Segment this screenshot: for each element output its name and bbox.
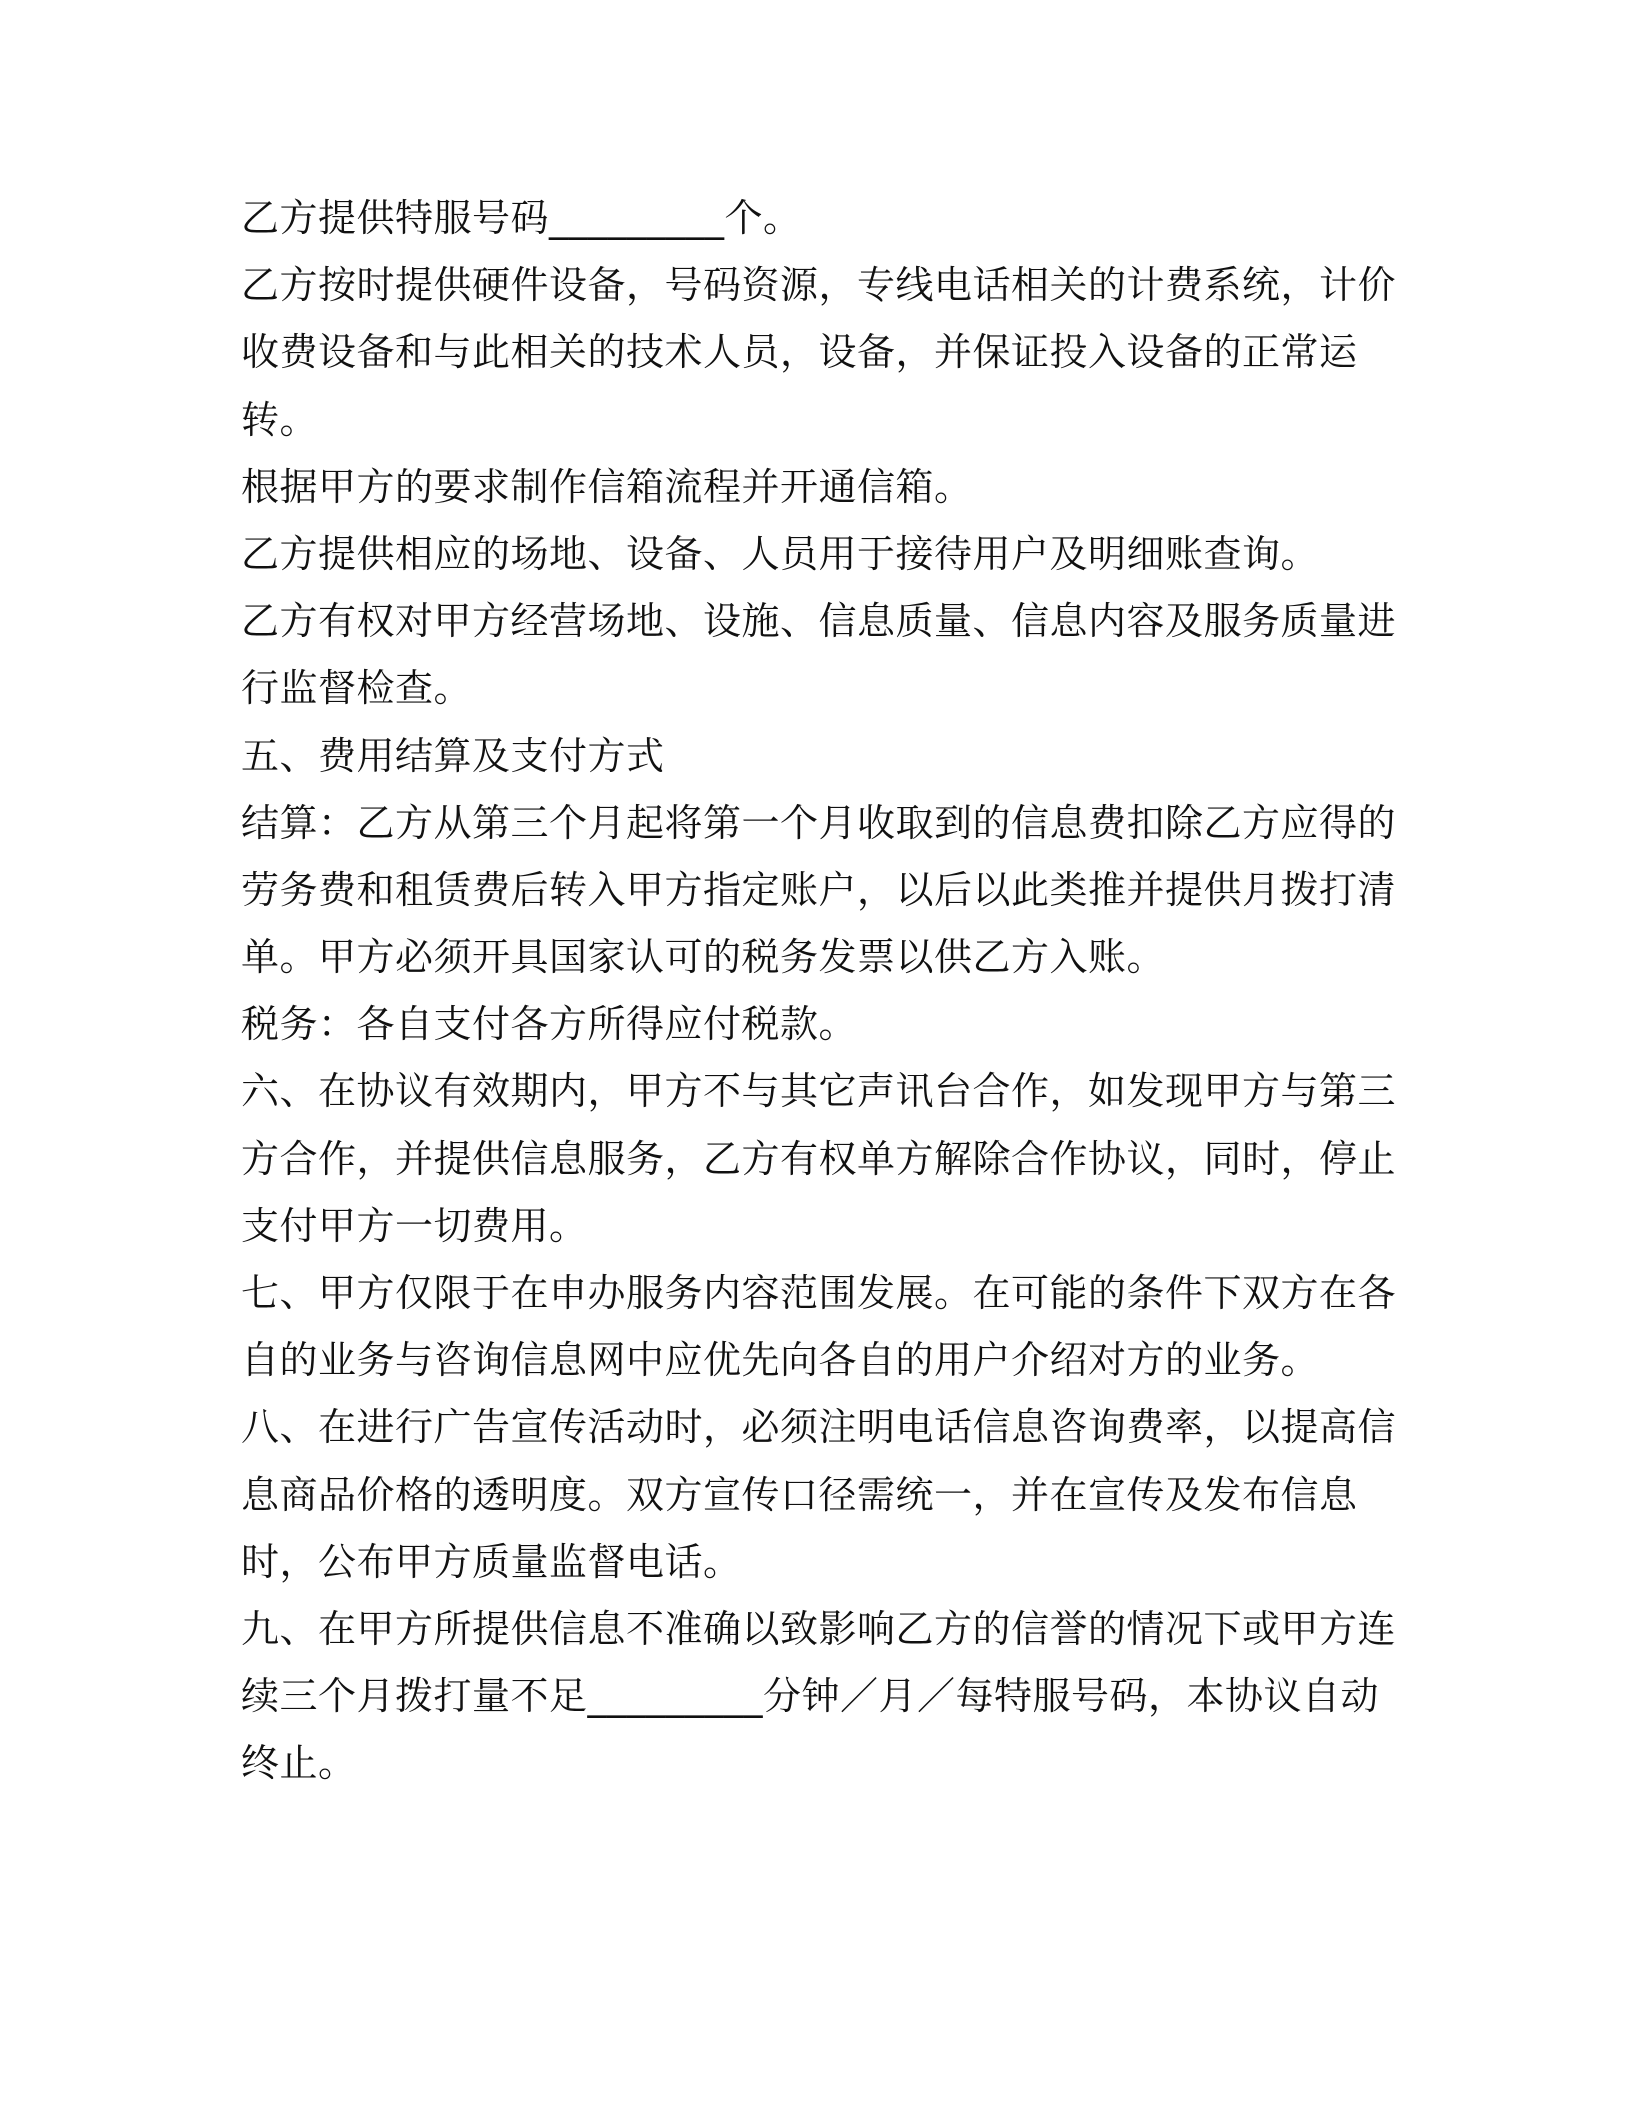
text-line: 转。 [241,397,319,442]
text-line: 单。甲方必须开具国家认可的税务发票以供乙方入账。 [241,935,1166,980]
text-line: 收费设备和与此相关的技术人员，设备，并保证投入设备的正常运 [241,330,1358,375]
text-line: 乙方按时提供硬件设备，号码资源，专线电话相关的计费系统，计价 [241,263,1397,308]
text-line: 支付甲方一切费用。 [241,1203,588,1248]
text-line: 结算：乙方从第三个月起将第一个月收取到的信息费扣除乙方应得的 [241,800,1397,845]
text-line: 行监督检查。 [241,666,473,711]
text-line: 税务：各自支付各方所得应付税款。 [241,1002,858,1047]
text-line: 乙方提供相应的场地、设备、人员用于接待用户及明细账查询。 [241,531,1320,576]
document-body [241,185,1397,1798]
text-line: 八、在进行广告宣传活动时，必须注明电话信息咨询费率，以提高信 [241,1405,1397,1450]
text-line: 终止。 [241,1741,357,1786]
text-line: 息商品价格的透明度。双方宣传口径需统一，并在宣传及发布信息 [241,1472,1358,1517]
text-line: 自的业务与咨询信息网中应优先向各自的用户介绍对方的业务。 [241,1338,1320,1383]
section-heading: 五、费用结算及支付方式 [241,733,665,778]
text-line: 时，公布甲方质量监督电话。 [241,1539,742,1584]
text-line: 续三个月拨打量不足_________分钟／月／每特服号码，本协议自动 [241,1674,1380,1719]
text-line: 七、甲方仅限于在申办服务内容范围发展。在可能的条件下双方在各 [241,1271,1397,1315]
text-line: 乙方有权对甲方经营场地、设施、信息质量、信息内容及服务质量进 [241,599,1397,644]
text-line: 六、在协议有效期内，甲方不与其它声讯台合作，如发现甲方与第三 [241,1069,1397,1114]
text-line: 根据甲方的要求制作信箱流程并开通信箱。 [241,464,973,509]
text-line: 乙方提供特服号码_________个。 [241,196,802,240]
text-line: 方合作，并提供信息服务，乙方有权单方解除合作协议，同时，停止 [241,1136,1397,1181]
text-line: 九、在甲方所提供信息不准确以致影响乙方的信誉的情况下或甲方连 [241,1606,1397,1651]
text-line: 劳务费和租赁费后转入甲方指定账户，以后以此类推并提供月拨打清 [241,867,1397,912]
